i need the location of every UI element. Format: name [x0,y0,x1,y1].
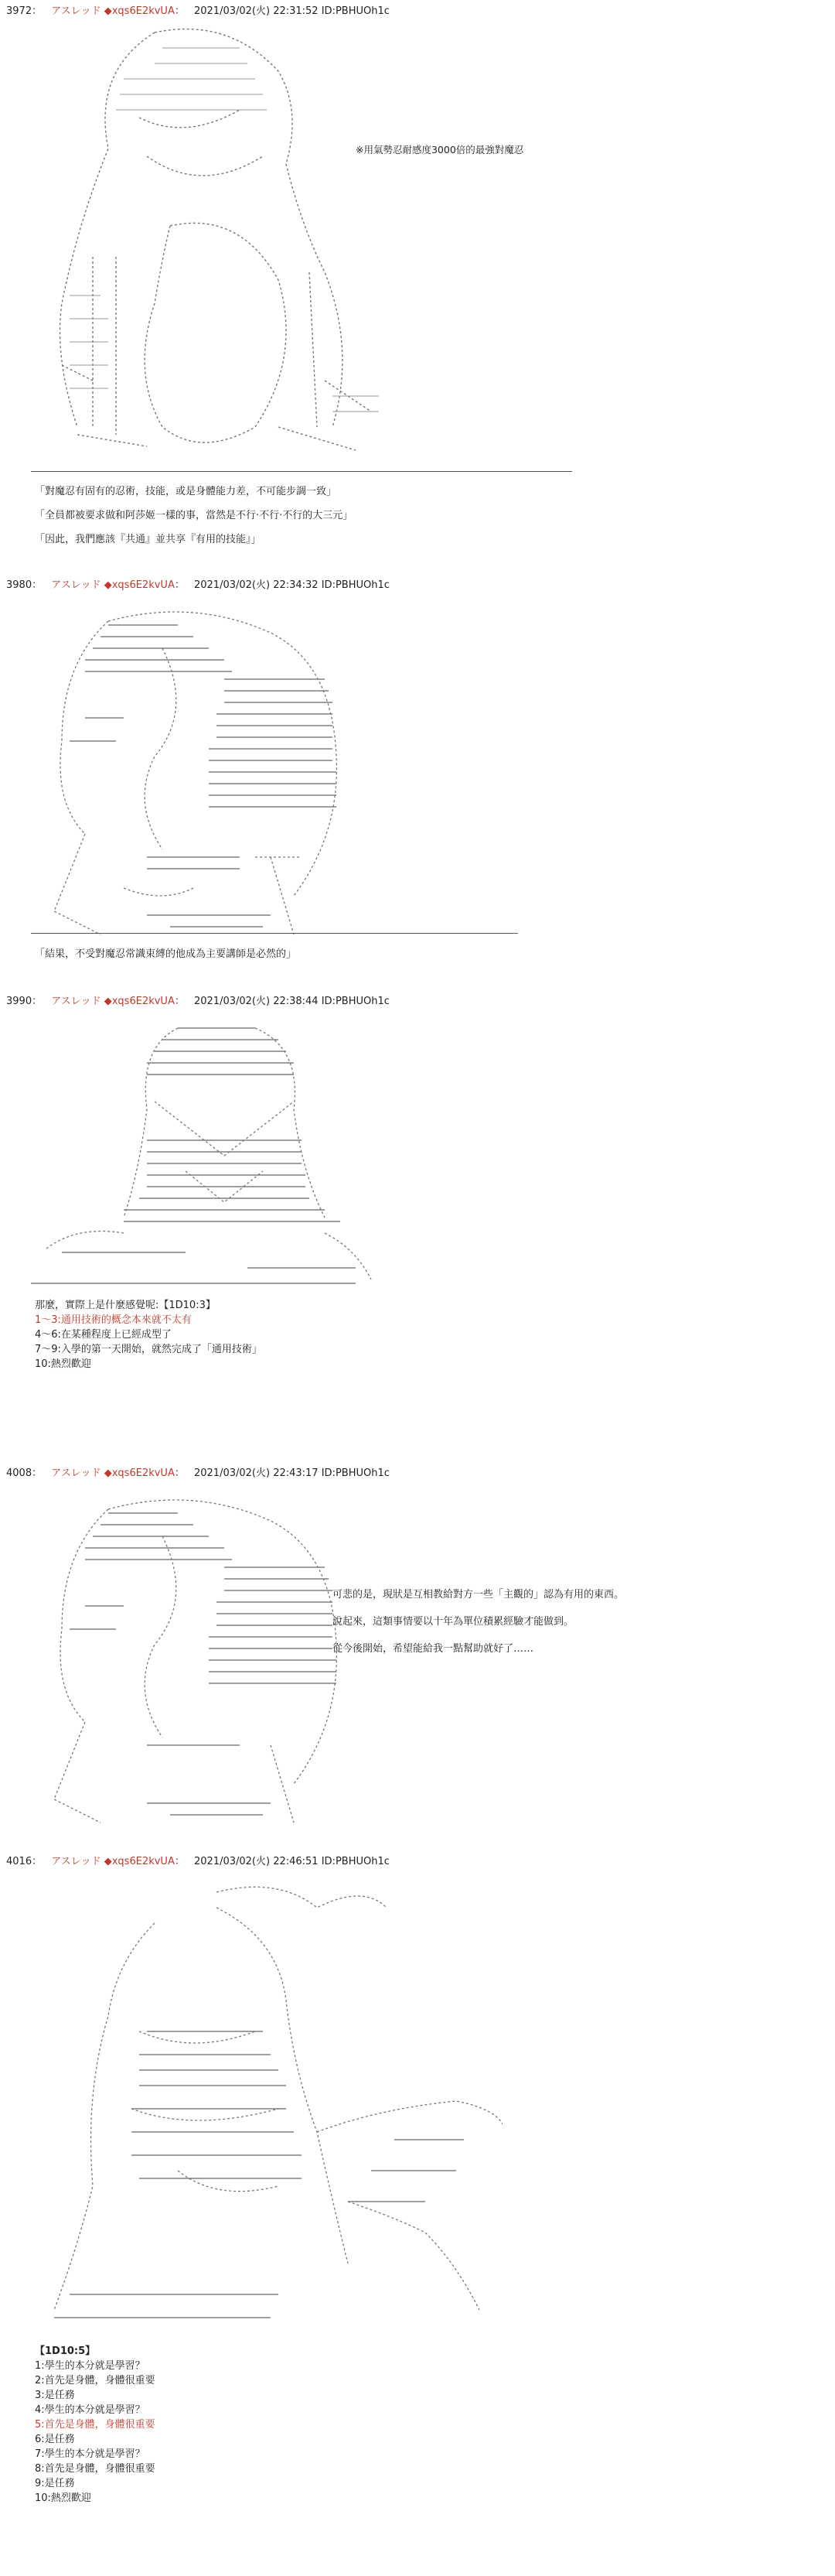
body-line: 9:是任務 [35,2478,75,2489]
post-date: 2021/03/02(火) 22:43:17 [193,1467,319,1479]
post [0,995,835,1405]
post-date: 2021/03/02(火) 22:31:52 [193,5,319,17]
body-line: 那麼，實際上是什麼感覺呢:【1D10:3】 [35,1300,216,1311]
body-line: 「全員都被要求做和阿莎姬一樣的事，當然是不行·不行·不行的大三元」 [35,510,353,521]
body-line: 可悲的是，現狀是互相教給對方一些「主觀的」認為有用的東西。 [332,1589,625,1601]
post [0,579,835,989]
post-body [35,484,353,547]
poster-trip: ◆xqs6E2kvUA [104,996,175,1007]
post-body [35,947,296,962]
post-number: 3972 [6,5,32,17]
poster-trip: ◆xqs6E2kvUA [104,5,175,17]
poster-name[interactable]: アスレッド [51,996,101,1007]
poster-trip: ◆xqs6E2kvUA [104,579,175,591]
poster-trip: ◆xqs6E2kvUA [104,1856,175,1867]
body-line: 2:首先是身體，身體很重要 [35,2375,155,2386]
poster-id[interactable]: ID:PBHUOh1c [321,579,390,591]
body-line: 5:首先是身體，身體很重要 [35,2419,155,2431]
post-body [35,1298,262,1372]
body-line: 3:是任務 [35,2390,75,2401]
body-line: 6:是任務 [35,2434,75,2445]
post [0,1467,835,1869]
post-date: 2021/03/02(火) 22:46:51 [193,1856,319,1867]
ascii-art-figure [23,1877,503,2341]
poster-id[interactable]: ID:PBHUOh1c [321,5,390,17]
poster-id[interactable]: ID:PBHUOh1c [321,1467,390,1479]
body-line: 「對魔忍有固有的忍術，技能，或是身體能力差，不可能步調一致」 [35,486,337,497]
ascii-art-figure [46,25,410,466]
poster-id[interactable]: ID:PBHUOh1c [321,1856,390,1867]
body-line: 7:學生的本分就是學習？ [35,2448,145,2460]
body-line: 1～3:通用技術的概念本來就不太有 [35,1314,192,1326]
post-number: 3990 [6,996,32,1007]
body-line: 4:學生的本分就是學習？ [35,2404,145,2416]
post-number: 4008 [6,1467,32,1479]
body-line: 10:熱烈歡迎 [35,2492,91,2504]
body-line: 從今後開始，希望能給我一點幫助就好了…… [332,1643,534,1655]
post-number: 3980 [6,579,32,591]
post-header: 3980： アスレッド ◆xqs6E2kvUA： 2021/03/02(火) 22:34:32 ID:PBHUOh1c [6,579,390,591]
divider [31,933,518,934]
body-line: 【1D10:5】 [35,2345,96,2357]
post-body [35,2344,155,2506]
poster-name[interactable]: アスレッド [51,579,101,591]
post-header: 4008： アスレッド ◆xqs6E2kvUA： 2021/03/02(火) 22:43:17 ID:PBHUOh1c [6,1467,390,1479]
body-line: 「結果，不受對魔忍常識束縛的他成為主要講師是必然的」 [35,948,297,960]
body-line: 8:首先是身體，身體很重要 [35,2463,155,2475]
ascii-art-figure [39,602,363,942]
body-line: 1:學生的本分就是學習？ [35,2360,145,2372]
post-date: 2021/03/02(火) 22:34:32 [193,579,319,591]
post [0,1855,835,2551]
post-header: 4016： アスレッド ◆xqs6E2kvUA： 2021/03/02(火) 22:46:51 ID:PBHUOh1c [6,1856,390,1867]
ascii-art-figure [39,1490,363,1830]
aa-side-note: ※用氣勢忍耐感度3000倍的最強對魔忍 [356,144,524,155]
divider [31,471,572,472]
post [0,5,835,593]
post-header: 3990： アスレッド ◆xqs6E2kvUA： 2021/03/02(火) 22:38:44 ID:PBHUOh1c [6,996,390,1007]
poster-name[interactable]: アスレッド [51,1467,101,1479]
post-date: 2021/03/02(火) 22:38:44 [193,996,319,1007]
body-line: 10:熱烈歡迎 [35,1358,91,1370]
body-line: 4～6:在某種程度上已經成型了 [35,1329,172,1341]
poster-name[interactable]: アスレッド [51,1856,101,1867]
poster-id[interactable]: ID:PBHUOh1c [321,996,390,1007]
post-header: 3972： アスレッド ◆xqs6E2kvUA： 2021/03/02(火) 22:31:52 ID:PBHUOh1c [6,5,390,17]
post-body [332,1587,624,1656]
body-line: 「因此，我們應該『共通』並共享『有用的技能』」 [35,534,261,545]
post-number: 4016 [6,1856,32,1867]
poster-name[interactable]: アスレッド [51,5,101,17]
ascii-art-figure [31,1016,387,1303]
body-line: 7～9:入學的第一天開始，就然完成了「通用技術」 [35,1344,262,1355]
poster-trip: ◆xqs6E2kvUA [104,1467,175,1479]
body-line: 說起來，這類事情要以十年為單位積累經驗才能做到。 [332,1616,574,1628]
